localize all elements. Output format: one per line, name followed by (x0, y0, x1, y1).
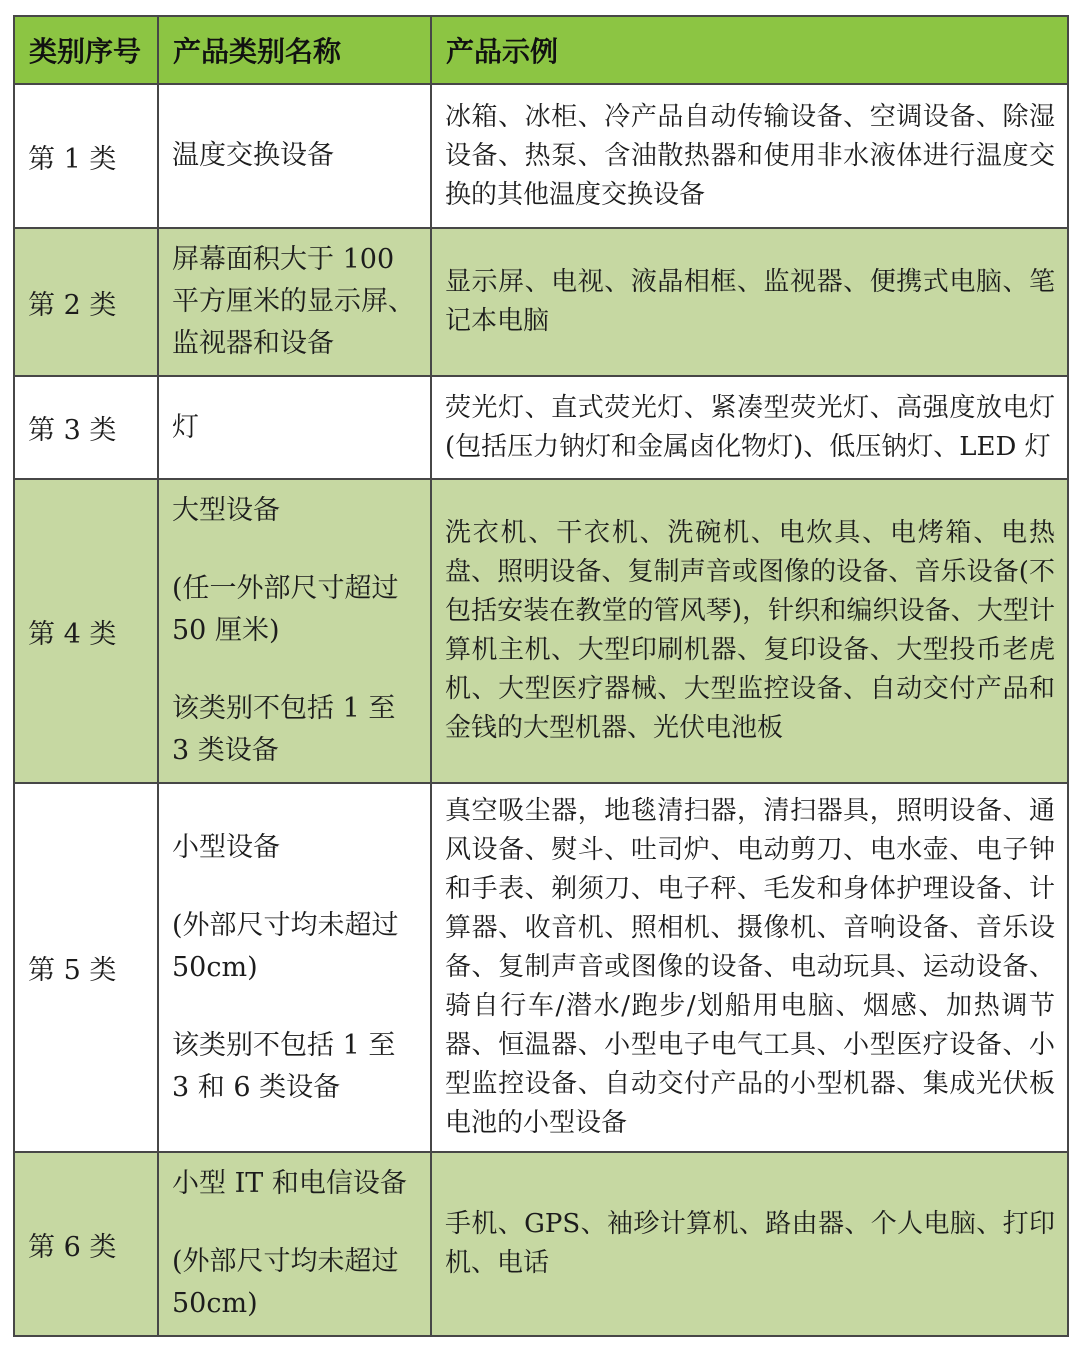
category-number-cell: 第 5 类 (14, 783, 158, 1152)
table-row (14, 228, 1068, 376)
category-name-paragraph: (外部尺寸均未超过 50cm) (172, 1246, 399, 1319)
col-header-category-name: 产品类别名称 (158, 16, 431, 84)
table-row (14, 376, 1068, 479)
col-header-product-examples: 产品示例 (431, 16, 1068, 84)
category-name-paragraph: 该类别不包括 1 至 3 类设备 (172, 693, 396, 766)
category-number-cell: 第 3 类 (14, 376, 158, 479)
category-number-cell: 第 2 类 (14, 228, 158, 376)
category-name-paragraph: 屏幕面积大于 100 平方厘米的显示屏、监视器和设备 (172, 244, 415, 359)
header-row (14, 16, 1068, 84)
category-name-cell (158, 376, 431, 479)
category-number-cell: 第 4 类 (14, 479, 158, 783)
table-row (14, 783, 1068, 1152)
category-name-paragraph: (外部尺寸均未超过 50cm) (172, 909, 399, 983)
table-row (14, 479, 1068, 783)
product-examples-cell: 显示屏、电视、液晶相框、监视器、便携式电脑、笔记本电脑 (431, 228, 1068, 376)
category-name-cell (158, 228, 431, 376)
product-examples-cell: 荧光灯、直式荧光灯、紧凑型荧光灯、高强度放电灯(包括压力钠灯和金属卤化物灯)、低压钠灯、LED 灯 (431, 376, 1068, 479)
table-row (14, 1152, 1068, 1336)
category-name-paragraph: 小型 IT 和电信设备 (172, 1168, 407, 1199)
category-name-cell (158, 84, 431, 228)
category-name-paragraph: 该类别不包括 1 至 3 和 6 类设备 (172, 1029, 396, 1103)
product-examples-cell: 洗衣机、干衣机、洗碗机、电炊具、电烤箱、电热盘、照明设备、复制声音或图像的设备、音乐设备(不包括安装在教堂的管风琴)，针织和编织设备、大型计算机主机、大型印刷机器、复印设备、大型投币老虎机、大型医疗器械、大型监控设备、自动交付产品和金钱的大型机器、光伏电池板 (431, 479, 1068, 783)
category-number-cell: 第 1 类 (14, 84, 158, 228)
category-name-paragraph: 小型设备 (172, 831, 280, 863)
category-name-paragraph: 大型设备 (172, 495, 280, 526)
table-body (14, 84, 1068, 1336)
category-name-cell (158, 1152, 431, 1336)
category-name-cell (158, 783, 431, 1152)
category-name-paragraph: 灯 (172, 411, 199, 443)
col-header-category-number: 类别序号 (14, 16, 158, 84)
category-name-paragraph: 温度交换设备 (172, 140, 334, 171)
product-examples-cell: 冰箱、冰柜、冷产品自动传输设备、空调设备、除湿设备、热泵、含油散热器和使用非水液体进行温度交换的其他温度交换设备 (431, 84, 1068, 228)
product-category-table (13, 15, 1069, 1337)
table-row (14, 84, 1068, 228)
product-examples-cell: 手机、GPS、袖珍计算机、路由器、个人电脑、打印机、电话 (431, 1152, 1068, 1336)
category-number-cell: 第 6 类 (14, 1152, 158, 1336)
product-examples-cell: 真空吸尘器，地毯清扫器，清扫器具，照明设备、通风设备、熨斗、吐司炉、电动剪刀、电水壶、电子钟和手表、剃须刀、电子秤、毛发和身体护理设备、计算器、收音机、照相机、摄像机、音响设备、音乐设备、复制声音或图像的设备、电动玩具、运动设备、骑自行车/潜水/跑步/划船用电脑、烟感、加热调节器、恒温器、小型电子电气工具、小型医疗设备、小型监控设备、自动交付产品的小型机器、集成光伏板电池的小型设备 (431, 783, 1068, 1152)
category-name-cell (158, 479, 431, 783)
category-name-paragraph: (任一外部尺寸超过 50 厘米) (172, 573, 399, 646)
